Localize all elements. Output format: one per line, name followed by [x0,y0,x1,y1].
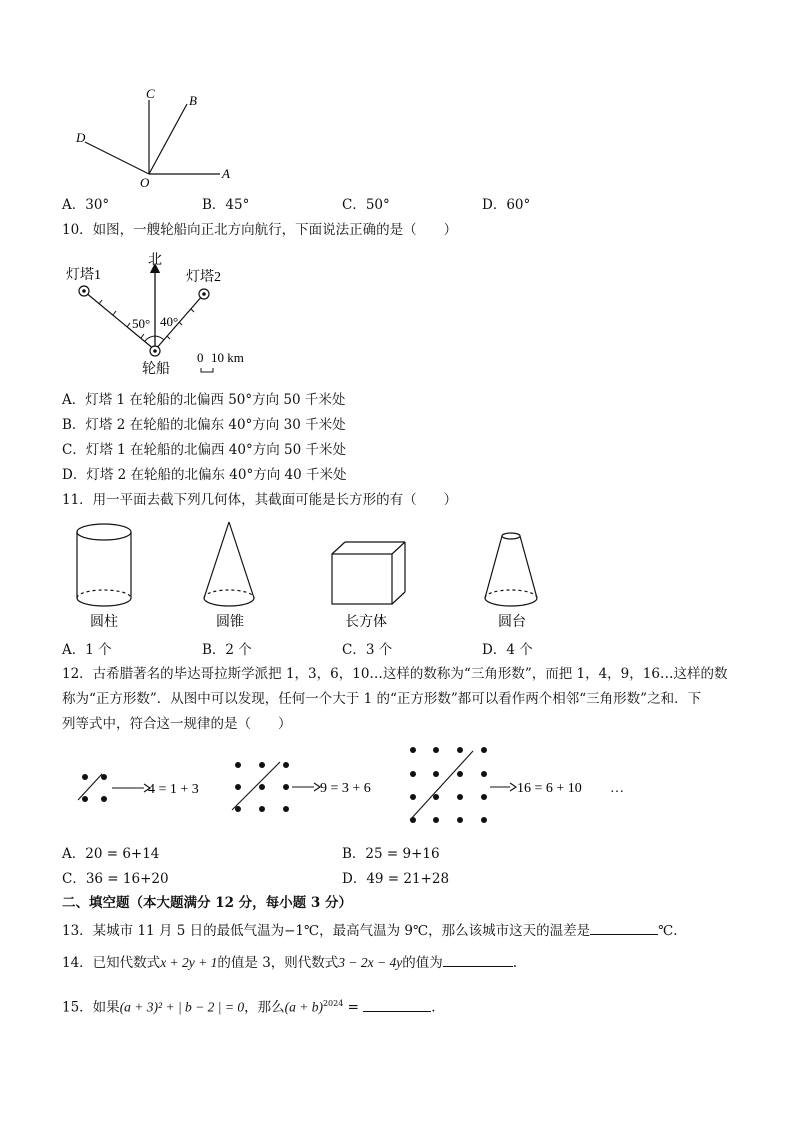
q9-option-d: D．60° [482,197,531,213]
q11-option-d: D．4 个 [482,642,533,658]
angle-40-label: 40° [160,314,179,329]
q11-option-b: B．2 个 [202,642,252,658]
q9-option-a: A．30° [62,197,110,213]
ray-OB [149,104,187,174]
q12-dot-figure [62,742,642,828]
cylinder-shape [77,524,131,606]
eq-9: 9 = 3 + 6 [320,781,371,796]
q14-expr1: x + 2y + 1 [160,955,218,970]
ship-label: 轮船 [142,362,170,377]
q15-line [62,995,436,1017]
q11-option-c: C．3 个 [342,642,393,658]
cuboid-label: 长方体 [345,615,387,630]
q14-answer-blank[interactable] [443,952,513,967]
q11-option-a: A．1 个 [62,642,112,658]
q15-end: . [431,999,436,1016]
tower1-label: 灯塔1 [66,268,101,283]
q14-expr2: 3 − 2x − 4y [338,955,403,970]
q12-stem-line2: 称为“正方形数”．从图中可以发现，任何一个大于 1 的“正方形数”都可以看作两个相邻“三角形数”之和．下 [62,691,702,707]
cuboid-shape [332,542,405,604]
q15-text-before: 15．如果 [62,999,120,1016]
q11-solids-figure [62,518,562,634]
ray-OD [85,142,149,174]
q13-text: 13．某城市 11 月 5 日的最低气温为−1℃，最高气温为 9℃，那么该城市这天的温差是 [62,923,591,939]
q13-unit: ℃. [658,923,678,939]
cone-shape [204,522,254,606]
north-label: 北 [148,253,162,268]
q14-line [62,952,517,972]
q12-option-a: A．20 = 6+14 [62,846,160,862]
q13-line [62,920,678,940]
label-B: B [189,93,197,108]
q12-option-b: B．25 = 9+16 [342,846,440,862]
q15-eq: = [343,999,359,1016]
label-D: D [76,130,86,145]
q14-text-after: 的值为 [402,955,443,971]
scale-text: 10 km [211,350,244,365]
cone-label: 圆锥 [216,615,244,630]
scale-bar [201,368,213,372]
q10-option-a: A．灯塔 1 在轮船的北偏西 50°方向 50 千米处 [62,392,346,408]
q9-option-c: C．50° [342,197,390,213]
angle-50-label: 50° [132,316,151,331]
section2-title: 二、填空题（本大题满分 12 分，每小题 3 分） [62,895,352,911]
label-A: A [222,166,230,181]
q14-text-before: 14．已知代数式 [62,955,161,971]
q15-answer-blank[interactable] [363,997,431,1012]
q14-end: . [512,955,518,971]
q15-text-mid: ，那么 [244,999,285,1016]
q12-stem-line3: 列等式中，符合这一规律的是（ ） [62,716,292,732]
q13-answer-blank[interactable] [590,920,658,935]
q10-option-c: C．灯塔 1 在轮船的北偏西 40°方向 50 千米处 [62,442,346,458]
q12-option-c: C．36 = 16+20 [62,871,169,887]
q9-angle-figure [70,82,250,190]
frustum-label: 圆台 [498,615,526,630]
frustum-shape [485,533,537,606]
q15-expr1: (a + 3)² + | b − 2 | = 0 [119,999,245,1015]
cylinder-label: 圆柱 [90,615,118,630]
q10-stem: 10．如图，一艘轮船向正北方向航行，下面说法正确的是（ ） [62,222,458,238]
q12-option-d: D．49 = 21+28 [342,871,450,887]
q10-option-d: D．灯塔 2 在轮船的北偏东 40°方向 40 千米处 [62,467,347,483]
q10-compass-figure [62,244,272,378]
scale-zero: 0 [197,350,204,365]
q10-option-b: B．灯塔 2 在轮船的北偏东 40°方向 30 千米处 [62,417,346,433]
q11-stem: 11．用一平面去截下列几何体，其截面可能是长方形的有（ ） [62,492,458,508]
q14-text-mid: 的值是 3，则代数式 [217,955,339,971]
ellipsis: … [610,781,624,796]
label-C: C [146,86,155,101]
label-O: O [140,175,150,190]
q9-option-b: B．45° [202,197,250,213]
q12-stem-line1: 12．古希腊著名的毕达哥拉斯学派把 1，3，6，10…这样的数称为“三角形数”，而把 1，4，9，16…这样的数 [62,666,728,682]
eq-4: 4 = 1 + 3 [148,782,199,797]
q15-exponent: 2024 [322,999,344,1008]
tower2-label: 灯塔2 [186,270,221,285]
eq-16: 16 = 6 + 10 [517,781,582,796]
q15-expr2: (a + b) [284,999,323,1015]
